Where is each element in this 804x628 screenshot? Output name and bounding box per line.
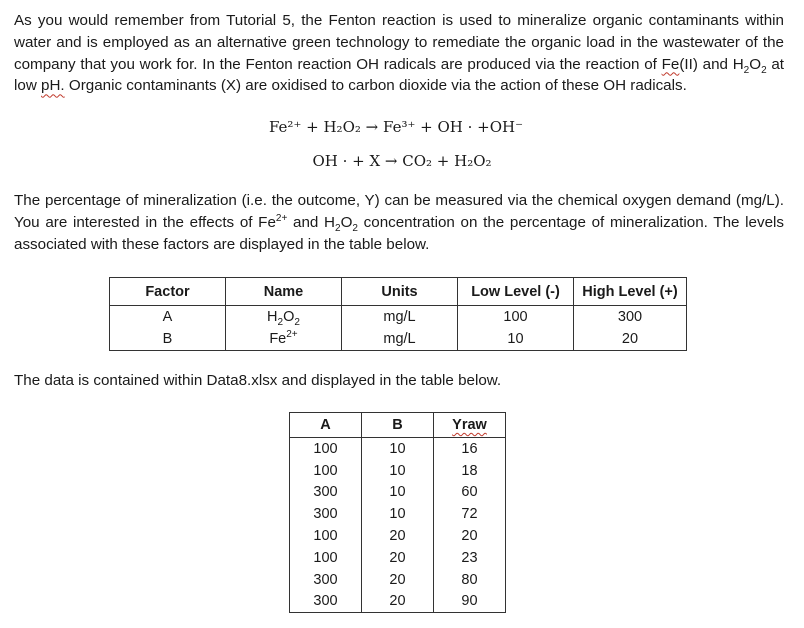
- header-b: B: [362, 413, 434, 438]
- subscript-2: 2: [352, 222, 358, 234]
- equation-fenton: Fe²⁺ + H₂O₂ → Fe³⁺ + OH · +OH⁻: [268, 118, 524, 136]
- fe-ii-term: Fe: [661, 55, 680, 73]
- header-a: A: [290, 413, 362, 438]
- high-cell: 300: [574, 306, 687, 329]
- factor-table: [109, 277, 687, 351]
- intro-text-4: at low: [14, 55, 785, 95]
- intro-text-5: Organic contaminants (X) are oxidised to carbon dioxide via the action of these OH radicals.: [64, 77, 687, 95]
- low-cell: 10: [458, 328, 574, 351]
- intro-paragraph: [14, 10, 784, 97]
- header-yraw: Yraw: [434, 413, 506, 438]
- table-row: [110, 328, 687, 351]
- table-row: 100 20 20: [290, 525, 506, 547]
- intro-text-1: As you would remember from Tutorial 5, the Fenton reaction is used to mineralize organic contaminants within water and is employed as an alternative green technology to remediate the organic load in the wastewater of the company that you work for. In the Fenton reaction OH radicals are produced via the reaction of: [14, 12, 784, 73]
- name-cell: $H_2O_2$: [226, 306, 342, 329]
- factor-cell: A: [110, 306, 226, 329]
- header-units: Units: [342, 278, 458, 306]
- data-table: [289, 412, 506, 613]
- data-table-header: [290, 413, 506, 438]
- subscript-2: 2: [761, 64, 767, 76]
- header-low-level: Low Level (-): [458, 278, 574, 306]
- table-row: 300 20 80: [290, 569, 506, 591]
- name-cell: $Fe^{2+}$: [226, 328, 342, 351]
- data-intro-paragraph: The data is contained within Data8.xlsx and displayed in the table below.: [14, 372, 502, 389]
- mineralization-paragraph: The percentage of mineralization (i.e. the outcome, Y) can be measured via the chemical oxygen demand (mg/L). You are interested in the effects of $Fe^{2+}$ and $H_2O_2$ concentration on the percentage of mineralization. The levels associated with these factors are displayed in the table below.: [14, 192, 784, 253]
- intro-text-2: and H: [697, 55, 744, 73]
- equation-oxidation: OH · + X → CO₂ + H₂O₂: [312, 152, 492, 170]
- header-high-level: High Level (+): [574, 278, 687, 306]
- factor-table-header: [110, 278, 687, 306]
- header-name: Name: [226, 278, 342, 306]
- table-row: [110, 306, 687, 329]
- high-cell: 20: [574, 328, 687, 351]
- subscript-2: 2: [335, 222, 341, 234]
- superscript-2plus: 2+: [275, 212, 288, 224]
- factor-cell: B: [110, 328, 226, 351]
- table-row: 100 10 18: [290, 460, 506, 482]
- fe-ii-suffix: (II): [679, 55, 698, 73]
- subscript-2: 2: [743, 64, 750, 76]
- table-row: 100 10 16: [290, 438, 506, 460]
- table-row: 300 10 72: [290, 503, 506, 525]
- header-factor: Factor: [110, 278, 226, 306]
- intro-text-3: O: [749, 55, 762, 73]
- low-cell: 100: [458, 306, 574, 329]
- table-row: 300 10 60: [290, 482, 506, 504]
- table-row: 100 20 23: [290, 547, 506, 569]
- ph-term: pH.: [41, 77, 65, 95]
- units-cell: mg/L: [342, 306, 458, 329]
- units-cell: mg/L: [342, 328, 458, 351]
- table-row: 300 20 90: [290, 591, 506, 613]
